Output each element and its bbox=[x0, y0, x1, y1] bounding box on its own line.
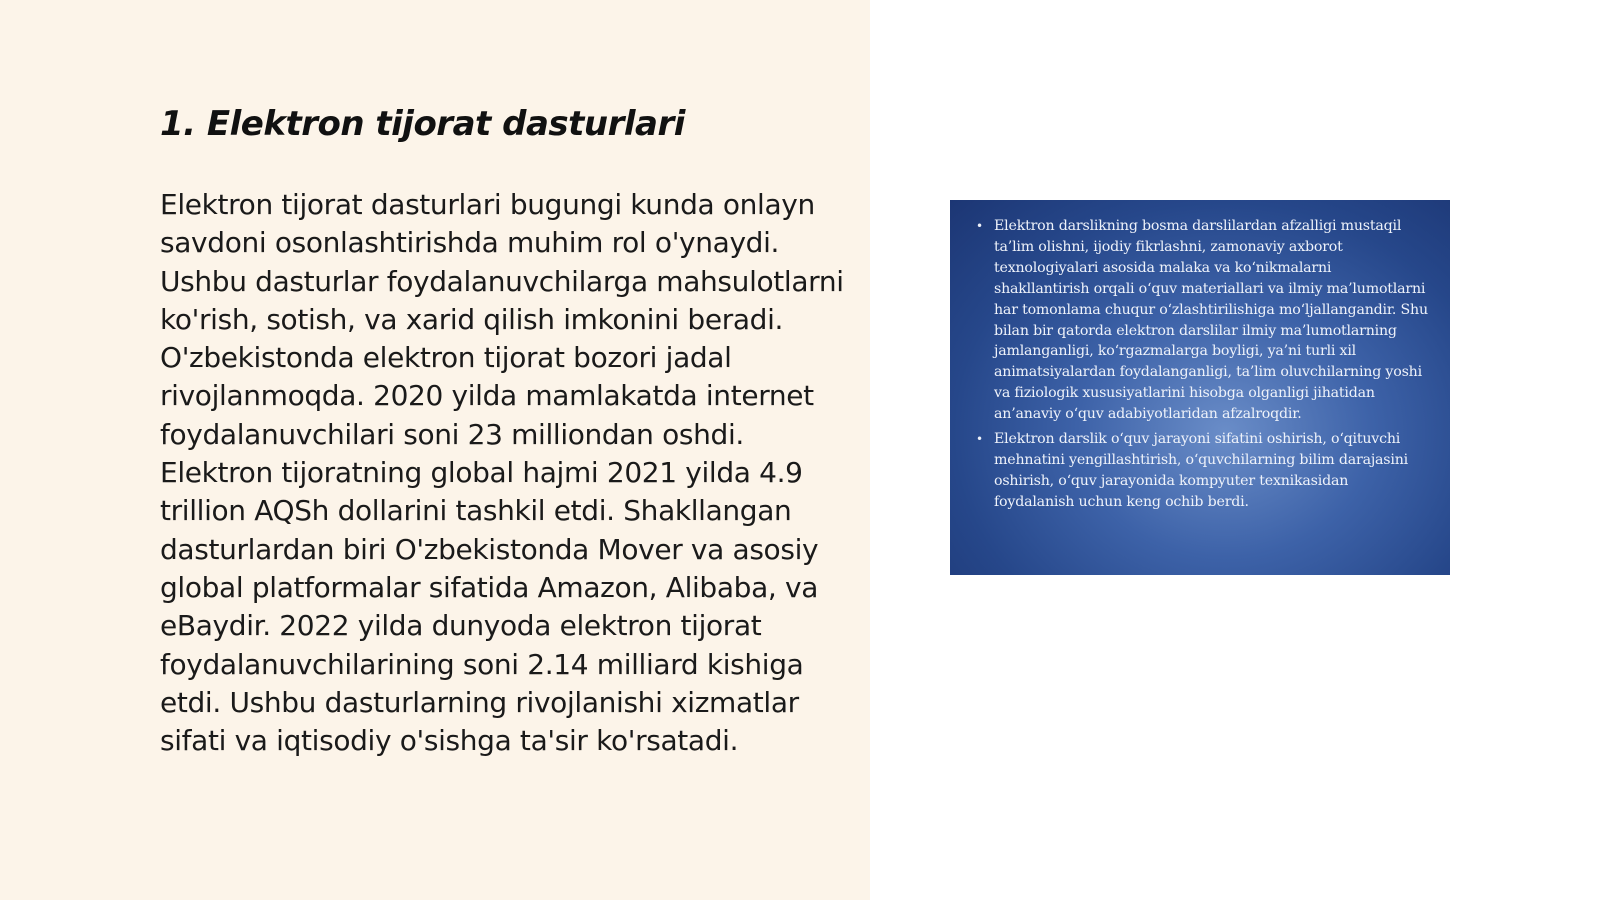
bullet-text: Elektron darslik o‘quv jarayoni sifatini oshirish, o‘qituvchi mehnatini yengillashtirish, o‘quvchilarning bilim darajasini oshirish, o‘quv jarayonida kompyuter texnikasidan foydalanish uchun keng ochib berdi. bbox=[994, 431, 1408, 510]
bullet-icon: • bbox=[976, 219, 983, 233]
slide-title: 1. Elektron tijorat dasturlari bbox=[160, 104, 685, 144]
bullet-icon: • bbox=[976, 432, 983, 447]
embedded-slide-image bbox=[950, 200, 1450, 575]
bullet-item bbox=[976, 216, 1428, 425]
bullet-list bbox=[976, 216, 1428, 513]
bullet-text: Elektron darslikning bosma darslilardan afzalligi mustaqil ta’lim olishni, ijodiy fikrlashni, zamonaviy axborot texnologiyalari asosida malaka va ko‘nikmalarni shakllantirish orqali o‘quv materiallari va ilmiy ma’lumotlarni har tomonlama chuqur o‘zlashtirilishiga mo‘ljallangandir. Shu bilan bir qatorda elektron darslilar ilmiy ma’lumotlarning jamlanganligi, ko‘rgazmalarga boyligi, ya’ni turli xil animatsiyalardan foydalanganligi, ta’lim oluvchilarning yoshi va fiziologik xususiyatlarini hisobga olganligi jihatidan an’anaviy o‘quv adabiyotlaridan afzalroqdir. bbox=[994, 218, 1428, 423]
bullet-item bbox=[976, 429, 1428, 513]
slide-body-text: Elektron tijorat dasturlari bugungi kunda onlayn savdoni osonlashtirishda muhim rol o'ynaydi. Ushbu dasturlar foydalanuvchilarga mahsulotlarni ko'rish, sotish, va xarid qilish imkonini beradi. O'zbekistonda elektron tijorat bozori jadal rivojlanmoqda. 2020 yilda mamlakatda internet foydalanuvchilari soni 23 milliondan oshdi. Elektron tijoratning global hajmi 2021 yilda 4.9 trillion AQSh dollarini tashkil etdi. Shakllangan dasturlardan biri O'zbekistonda Mover va asosiy global platformalar sifatida Amazon, Alibaba, va eBaydir. 2022 yilda dunyoda elektron tijorat foydalanuvchilarining soni 2.14 milliard kishiga etdi. Ushbu dasturlarning rivojlanishi xizmatlar sifati va iqtisodiy o'sishga ta'sir ko'rsatadi. bbox=[160, 188, 844, 758]
